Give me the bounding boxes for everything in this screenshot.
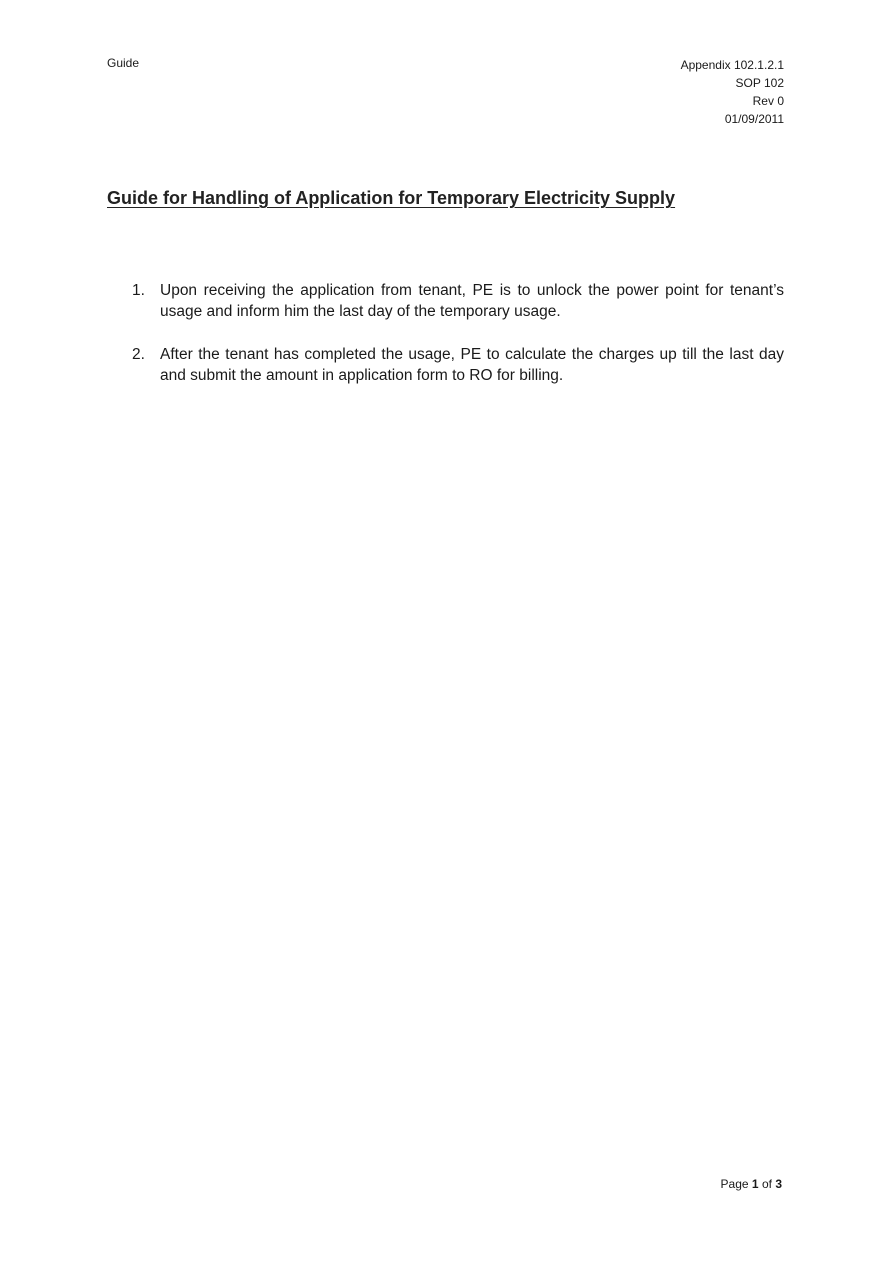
page-number xyxy=(721,1177,782,1191)
page-current: 1 xyxy=(751,1177,759,1191)
header-doc-type: Guide xyxy=(107,56,140,70)
page-word: Page xyxy=(720,1177,749,1191)
page-title: Guide for Handling of Application for Temporary Electricity Supply xyxy=(107,188,676,208)
procedure-step xyxy=(132,280,784,322)
step-number: 1. xyxy=(132,282,145,299)
page-total: 3 xyxy=(775,1177,782,1191)
header-appendix: Appendix 102.1.2.1 xyxy=(680,58,784,72)
step-number: 2. xyxy=(132,346,145,363)
header-date: 01/09/2011 xyxy=(724,112,784,126)
of-word: of xyxy=(761,1177,772,1191)
procedure-step xyxy=(132,344,784,386)
header-sop: SOP 102 xyxy=(735,76,784,90)
step-text: Upon receiving the application from tenant, PE is to unlock the power point for tenant’s usage and inform him the last day of the temporary usage. xyxy=(160,282,784,320)
step-text: After the tenant has completed the usage, PE to calculate the charges up till the last day and submit the amount in application form to RO for billing. xyxy=(160,346,784,384)
procedure-steps xyxy=(132,280,784,408)
header-reference-block xyxy=(681,56,784,128)
header-revision: Rev 0 xyxy=(752,94,784,108)
